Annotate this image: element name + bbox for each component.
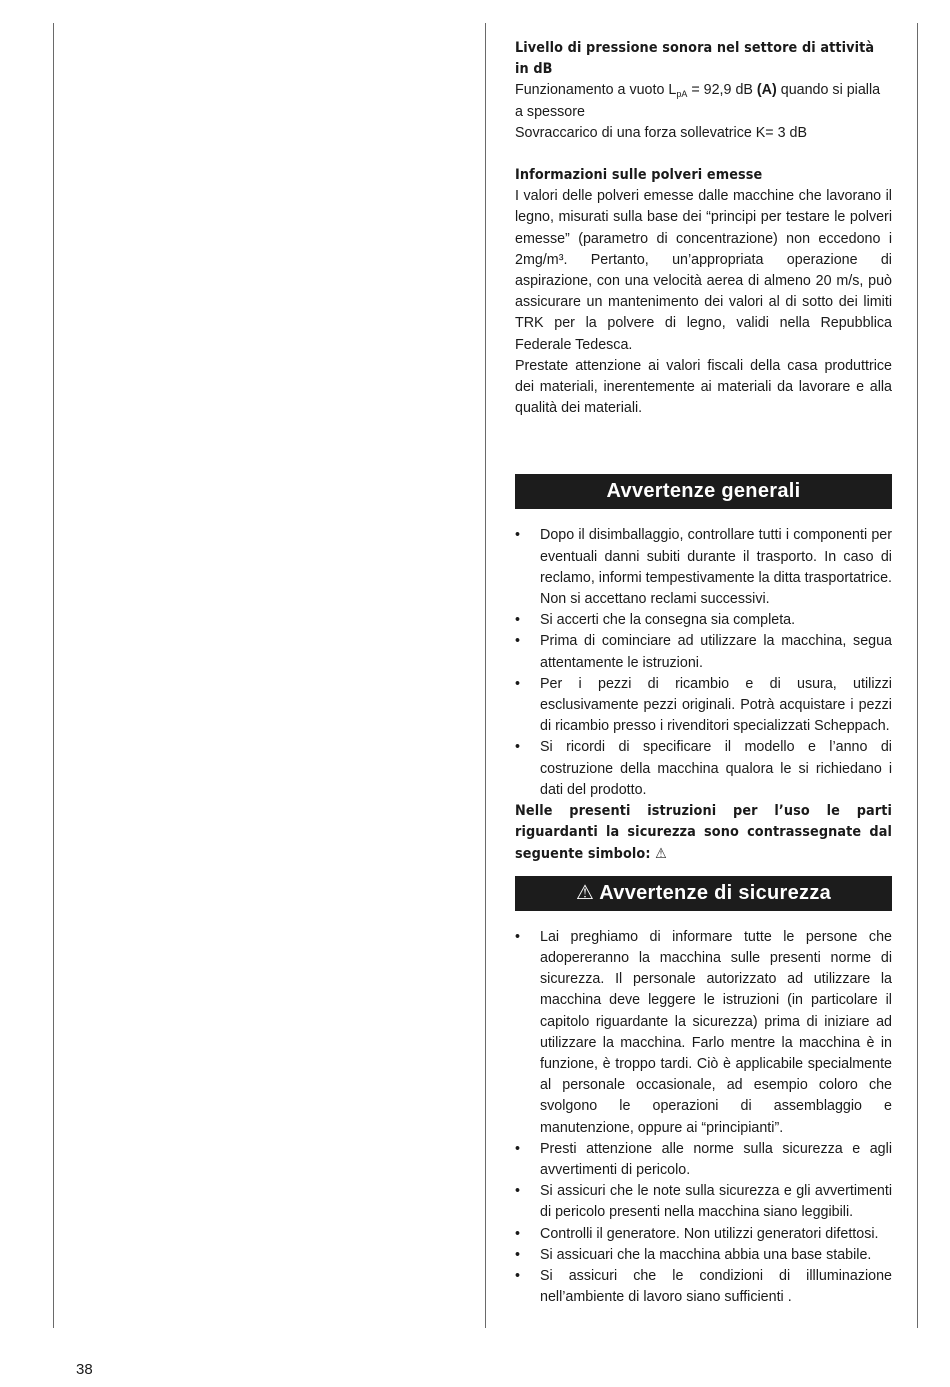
list-item: • Lai preghiamo di informare tutte le persone che adopereranno la macchina sulle presenti norme di sicurezza. Il personale autorizzato ad utilizzare la macchina deve leggere le istruzioni (in particolare il capitolo riguardante la sicurezza) prima di iniziare ad utilizzare la macchina. Farlo mentre la macchina è in funzione, è troppo tardi. Ciò è applicabile specialmente al personale occasionale, ad esempio coloro che svolgono le operazioni di assemblaggio e manutenzione, oppure ai “principianti”. [515, 927, 892, 1139]
warning-triangle-icon: ⚠ [655, 845, 667, 862]
line1-suffix: quando si pialla a spessore [515, 82, 881, 120]
dust-section [515, 165, 892, 419]
sound-pressure-line2: Sovraccarico di una forza sollevatrice K= 3 dB [515, 124, 808, 141]
sound-pressure-line1 [515, 80, 892, 122]
list-item: • Per i pezzi di ricambio e di usura, utilizzi esclusivamente pezzi originali. Potrà acquistare i pezzi di ricambio presso i rivenditori specializzati Scheppach. [515, 674, 892, 738]
page-number: 38 [76, 1361, 93, 1378]
safety-warnings-list [515, 927, 892, 1309]
list-item: • Dopo il disimballaggio, controllare tutti i componenti per eventuali danni subiti durante il trasporto. In caso di reclamo, informi tempestivamente la ditta trasportatrice. Non si accettano reclami successivi. [515, 525, 892, 610]
text-column [515, 38, 892, 1308]
list-item: • Prima di cominciare ad utilizzare la macchina, segua attentamente le istruzioni. [515, 631, 892, 673]
list-item: • Si ricordi di specificare il modello e l’anno di costruzione della macchina qualora le si richiedano i dati del prodotto. [515, 737, 892, 801]
list-item: • Controlli il generatore. Non utilizzi generatori difettosi. [515, 1224, 892, 1245]
list-item: • Si assicuri che le note sulla sicurezza e gli avvertimenti di pericolo presenti nella macchina siano leggibili. [515, 1181, 892, 1223]
list-item: • Si assicuari che la macchina abbia una base stabile. [515, 1245, 892, 1266]
sound-pressure-section [515, 38, 892, 144]
list-item: • Si accerti che la consegna sia completa. [515, 610, 892, 631]
line1-bold: (A) [756, 82, 777, 99]
dust-paragraph-1: I valori delle polveri emesse dalle macchine che lavorano il legno, misurati sulla base dei “principi per testare le polveri emesse” (parametro di concentrazione) non eccedono i 2mg/m³. Pertanto, un’appropriata operazione di aspirazione, con una velocità aerea di almeno 20 m/s, può assicurare un mantenimento dei valori al di sotto dei limiti TRK per la polvere di legno, validi nella Repubblica Federale Tedesca. [515, 188, 892, 353]
safety-symbol-note [515, 801, 892, 865]
general-warnings-banner [515, 474, 892, 509]
line1-value: = 92,9 dB [687, 82, 757, 99]
warning-triangle-icon: ⚠ [575, 881, 595, 904]
safety-note-text: Nelle presenti istruzioni per l’uso le parti riguardanti la sicurezza sono contrassegnate dal seguente simbolo: [515, 803, 892, 862]
list-item: • Si assicuri che le condizioni di illluminazione nell’ambiente di lavoro siano sufficienti . [515, 1266, 892, 1308]
dust-title: Informazioni sulle polveri emesse [515, 167, 763, 184]
right-margin-rule [917, 23, 918, 1328]
safety-warnings-banner [515, 876, 892, 911]
general-warnings-title: Avvertenze generali [606, 480, 801, 503]
general-warnings-list [515, 525, 892, 801]
list-item: • Presti attenzione alle norme sulla sicurezza e agli avvertimenti di pericolo. [515, 1139, 892, 1181]
center-column-rule [485, 23, 486, 1328]
line1-prefix: Funzionamento a vuoto L [515, 82, 677, 99]
left-margin-rule [53, 23, 54, 1328]
dust-paragraph-2: Prestate attenzione ai valori fiscali della casa produttrice dei materiali, inerentemente ai materiali da lavorare e alla qualità dei materiali. [515, 357, 892, 417]
safety-warnings-title: Avvertenze di sicurezza [599, 881, 832, 904]
line1-subscript: pA [676, 89, 688, 100]
sound-pressure-title: Livello di pressione sonora nel settore di attività in dB [515, 40, 875, 78]
